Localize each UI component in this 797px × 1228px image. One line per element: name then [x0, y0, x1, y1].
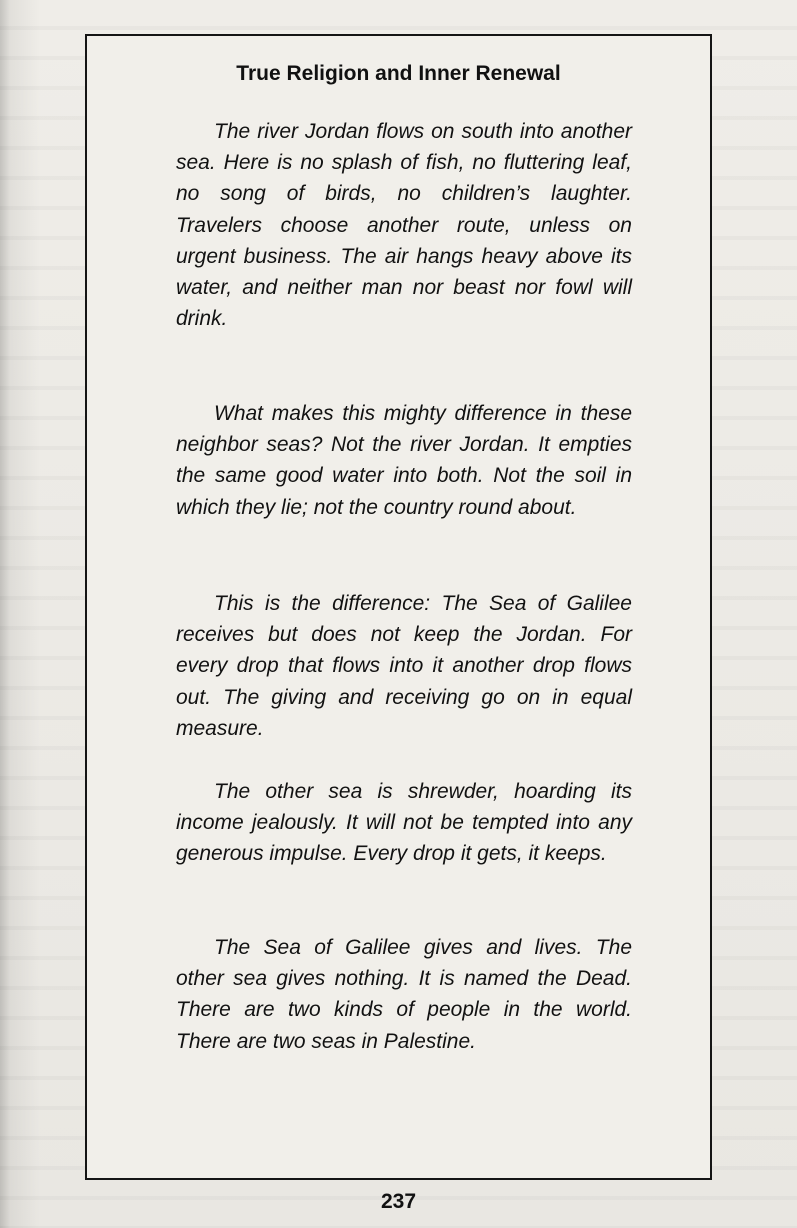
- text-box-frame: [85, 34, 712, 1180]
- paragraph-2: What makes this mighty difference in these neighbor seas? Not the river Jordan. It empties the same good water into both. Not the soil in which they lie; not the country round about.: [176, 402, 632, 519]
- paragraph-4: The other sea is shrewder, hoarding its income jealously. It will not be tempted into any generous impulse. Every drop it gets, it keeps.: [176, 780, 632, 866]
- section-title: True Religion and Inner Renewal: [236, 62, 561, 85]
- page-number: 237: [380, 1190, 417, 1213]
- paragraph-5: The Sea of Galilee gives and lives. The other sea gives nothing. It is named the Dead. There are two kinds of people in the world. There are two seas in Palestine.: [176, 936, 632, 1053]
- paragraph-1: The river Jordan flows on south into another sea. Here is no splash of fish, no fluttering leaf, no song of birds, no children’s laughter. Travelers choose another route, unless on urgent business. The air hangs heavy above its water, and neither man nor beast nor fowl will drink.: [176, 120, 632, 331]
- paragraph-3: This is the difference: The Sea of Galilee receives but does not keep the Jordan. For every drop that flows into it another drop flows out. The giving and receiving go on in equal measure.: [176, 592, 632, 740]
